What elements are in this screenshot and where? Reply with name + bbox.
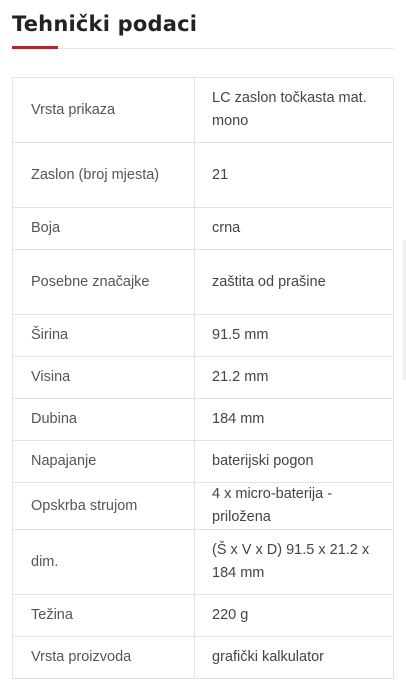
table-row xyxy=(13,637,394,679)
spec-value: 184 mm xyxy=(195,399,394,441)
spec-label: Napajanje xyxy=(13,441,195,483)
section-header xyxy=(12,0,394,49)
spec-value: baterijski pogon xyxy=(195,441,394,483)
spec-label: Posebne značajke xyxy=(13,250,195,315)
spec-label: Zaslon (broj mjesta) xyxy=(13,143,195,208)
table-row xyxy=(13,78,394,143)
table-row xyxy=(13,530,394,595)
spec-value: 21 xyxy=(195,143,394,208)
table-row xyxy=(13,250,394,315)
spec-value: LC zaslon točkasta mat. mono xyxy=(195,78,394,143)
spec-value: grafički kalkulator xyxy=(195,637,394,679)
spec-value: crna xyxy=(195,208,394,250)
table-row xyxy=(13,399,394,441)
spec-label: dim. xyxy=(13,530,195,595)
table-row xyxy=(13,143,394,208)
spec-label: Visina xyxy=(13,357,195,399)
specs-table xyxy=(12,77,394,679)
spec-value: 220 g xyxy=(195,595,394,637)
title-underline xyxy=(12,46,58,49)
spec-value: (Š x V x D) 91.5 x 21.2 x 184 mm xyxy=(195,530,394,595)
table-row xyxy=(13,595,394,637)
spec-label: Boja xyxy=(13,208,195,250)
spec-label: Vrsta prikaza xyxy=(13,78,195,143)
table-row xyxy=(13,357,394,399)
table-row xyxy=(13,208,394,250)
spec-value: zaštita od prašine xyxy=(195,250,394,315)
table-row xyxy=(13,315,394,357)
spec-value: 21.2 mm xyxy=(195,357,394,399)
spec-label: Težina xyxy=(13,595,195,637)
spec-label: Širina xyxy=(13,315,195,357)
section-title: Tehnički podaci xyxy=(12,12,198,36)
spec-label: Opskrba strujom xyxy=(13,483,195,530)
spec-value: 91.5 mm xyxy=(195,315,394,357)
table-row xyxy=(13,441,394,483)
spec-label: Dubina xyxy=(13,399,195,441)
spec-label: Vrsta proizvoda xyxy=(13,637,195,679)
table-row xyxy=(13,483,394,530)
spec-value: 4 x micro-baterija - priložena xyxy=(195,483,394,530)
